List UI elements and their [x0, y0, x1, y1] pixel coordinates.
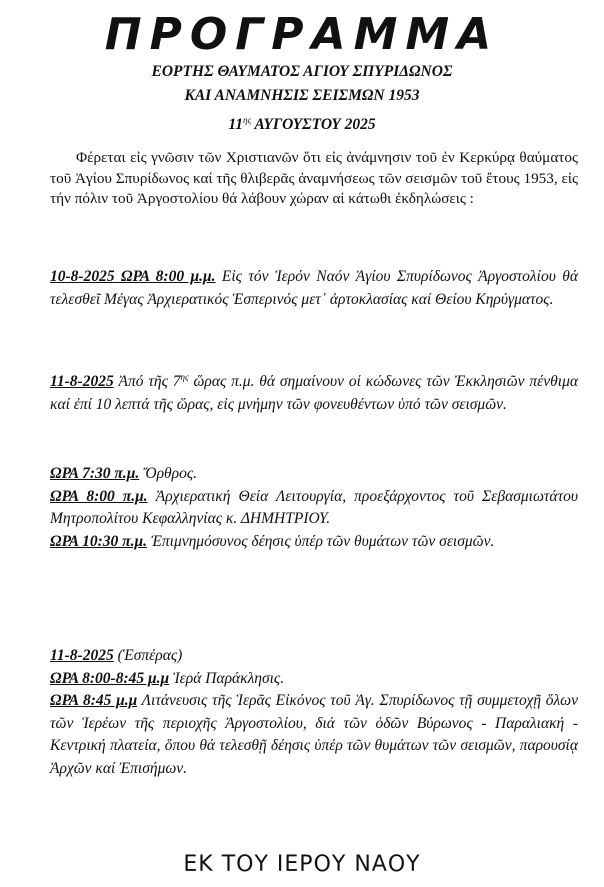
event-orthros — [50, 463, 578, 486]
event-bells-date: 11-8-2025 — [50, 373, 114, 391]
event-vespers — [50, 266, 578, 311]
event-liturgy — [50, 486, 578, 531]
intro-paragraph: Φέρεται εἰς γνῶσιν τῶν Χριστιανῶν ὅτι εἰς ἀνάμνησιν τοῦ ἐν Κερκύρᾳ θαύματος τοῦ Ἁγίου Σπυρίδωνος καί τῆς θλιβερᾶς ἀναμνήσεως τῶν σεισμῶν τοῦ ἔτους 1953, εἰς τήν πόλιν τοῦ Ἀργοστολίου θά λάβουν χώραν αἱ κάτωθι ἐκδηλώσεις : — [50, 149, 578, 207]
event-orthros-time: ΩΡΑ 7:30 π.μ. — [50, 465, 140, 482]
subtitle-earthquakes: ΚΑΙ ΑΝΑΜΝΗΣΙΣ ΣΕΙΣΜΩΝ 1953 — [184, 87, 420, 104]
evening-schedule — [50, 645, 578, 780]
event-procession-text: Λιτάνευσις τῆς Ἱερᾶς Εἰκόνος τοῦ Ἁγ. Σπυρίδωνος τῇ συμμετοχῇ ὅλων τῶν Ἱερέων τῆς περιοχῆς Ἀργοστολίου, διά τῶν ὁδῶν Βύρωνος - Παραλιακή - Κεντρική πλατεία, ὅπου θά τελεσθῇ δέησις ὑπέρ τῶν θυμάτων τῶν σεισμῶν, παρουσίᾳ Ἀρχῶν καί Ἐπισήμων. — [50, 692, 578, 777]
event-evening-date-label: 11-8-2025 — [50, 647, 114, 664]
date-suffix: ης — [243, 115, 252, 125]
event-evening-date — [50, 645, 578, 668]
event-memorial — [50, 531, 578, 554]
event-bells-text-a: Ἀπό τῆς 7 — [113, 373, 181, 391]
footer-signature: ΕΚ ΤΟΥ ΙΕΡΟΥ ΝΑΟΥ — [183, 852, 421, 877]
subtitle-feast: ΕΟΡΤΗΣ ΘΑΥΜΑΤΟΣ ΑΓΙΟΥ ΣΠΥΡΙΔΩΝΟΣ — [151, 63, 453, 80]
date-month-year: ΑΥΓΟΥΣΤΟΥ 2025 — [251, 116, 376, 134]
event-procession — [50, 690, 578, 780]
event-liturgy-text: Ἀρχιερατική Θεία Λειτουργία, προεξάρχοντος τοῦ Σεβασμιωτάτου Μητροπολίτου Κεφαλληνίας κ. ΔΗΜΗΤΡΙΟΥ. — [50, 487, 578, 527]
event-memorial-time: ΩΡΑ 10:30 π.μ. — [50, 532, 148, 550]
event-paraklesis — [50, 668, 578, 691]
event-memorial-text: Ἐπιμνημόσυνος δέησις ὑπέρ τῶν θυμάτων τῶν σεισμῶν. — [147, 532, 495, 550]
event-paraklesis-text: Ἱερά Παράκλησις. — [169, 669, 285, 687]
event-bells-sup: ης — [180, 372, 189, 382]
event-procession-time: ΩΡΑ 8:45 μ.μ — [50, 692, 138, 709]
page-title: ΠΡΟΓΡΑΜΜΑ — [104, 9, 500, 60]
event-paraklesis-time: ΩΡΑ 8:00-8:45 μ.μ — [50, 669, 170, 687]
event-vespers-text: Εἰς τόν Ἱερόν Ναόν Ἁγίου Σπυρίδωνος Ἀργοστολίου θά τελεσθεῖ Μέγας Ἀρχιερατικός Ἑσπερινός μετ᾽ ἀρτοκλασίας καί Θείου Κηρύγματος. — [50, 268, 578, 308]
event-bells-text-b: ὥρας π.μ. θά σημαίνουν οἱ κώδωνες τῶν Ἐκκλησιῶν πένθιμα καί ἐπί 10 λεπτά τῆς ὥρας, εἰς μνήμην τῶν φονευθέντων ὑπό τῶν σεισμῶν. — [50, 373, 578, 413]
event-orthros-text: Ὄρθρος. — [139, 465, 198, 482]
morning-schedule — [50, 463, 578, 553]
event-evening-label: (Ἑσπέρας) — [113, 647, 183, 664]
event-vespers-time: 10-8-2025 ΩΡΑ 8:00 μ.μ. — [50, 268, 216, 285]
event-liturgy-time: ΩΡΑ 8:00 π.μ. — [50, 487, 148, 505]
date-day: 11 — [228, 116, 244, 134]
subtitle-date — [0, 109, 604, 136]
event-bells — [50, 366, 578, 416]
